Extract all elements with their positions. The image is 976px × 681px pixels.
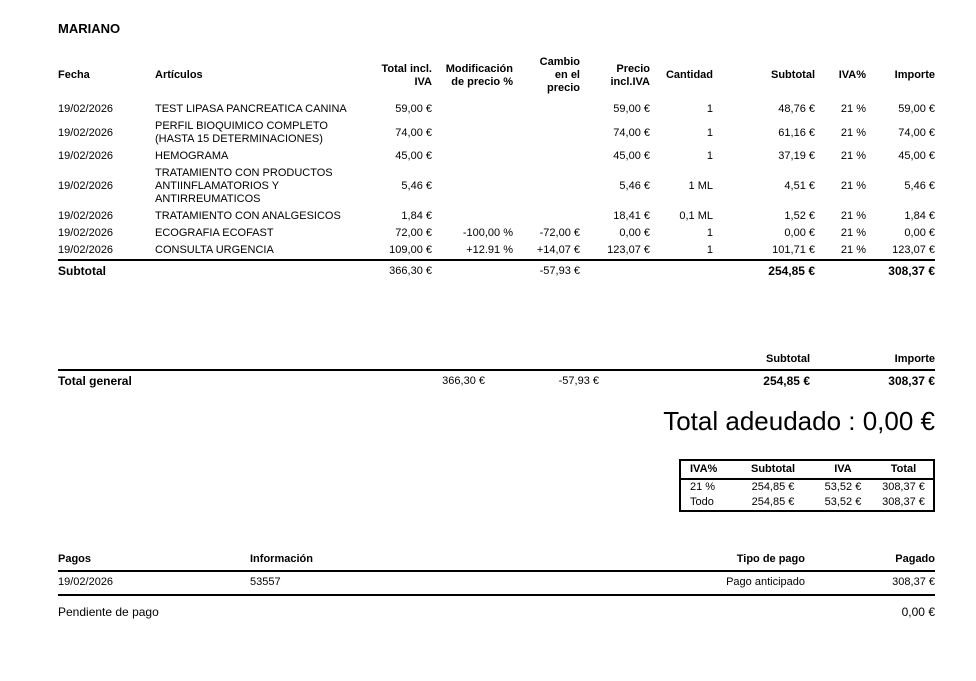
item-articulo: TRATAMIENTO CON PRODUCTOS ANTIINFLAMATORIOS Y ANTIRREUMATICOS bbox=[155, 167, 333, 205]
iva-row-iva: 53,52 € bbox=[824, 496, 862, 508]
item-total: 59,00 € bbox=[395, 103, 432, 115]
total-general-label: Total general bbox=[58, 374, 132, 388]
item-row bbox=[58, 242, 935, 260]
total-general-importe-header: Importe bbox=[810, 353, 935, 370]
item-modificacion: +12.91 % bbox=[466, 244, 513, 256]
payments-col-header-pagos: Pagos bbox=[58, 553, 250, 571]
iva-row-pct: Todo bbox=[690, 496, 714, 508]
payment-row bbox=[58, 571, 935, 595]
item-modificacion bbox=[432, 148, 513, 165]
item-articulo: HEMOGRAMA bbox=[155, 150, 229, 162]
item-precio: 45,00 € bbox=[613, 150, 650, 162]
item-modificacion: -100,00 % bbox=[462, 227, 513, 239]
item-articulo: CONSULTA URGENCIA bbox=[155, 244, 274, 256]
col-header-precio-incl-iva: Precio incl.IVA bbox=[610, 62, 650, 88]
iva-row-pct: 21 % bbox=[690, 481, 716, 493]
item-row bbox=[58, 165, 935, 208]
item-fecha: 19/02/2026 bbox=[58, 103, 114, 115]
payment-tipo: Pago anticipado bbox=[675, 571, 805, 595]
items-table bbox=[58, 56, 935, 281]
col-header-importe: Importe bbox=[894, 69, 935, 81]
iva-col-header-iva: IVA bbox=[812, 461, 874, 479]
total-general-total: 366,30 € bbox=[442, 375, 485, 387]
item-subtotal: 4,51 € bbox=[784, 180, 815, 192]
item-cantidad: 1 bbox=[706, 244, 713, 256]
items-subtotal-row bbox=[58, 260, 935, 281]
items-subtotal-subtotal: 254,85 € bbox=[713, 260, 815, 281]
item-iva: 21 % bbox=[840, 180, 866, 192]
total-general-subtotal-header: Subtotal bbox=[599, 353, 810, 370]
item-fecha: 19/02/2026 bbox=[58, 126, 114, 139]
total-general-cambio: -57,93 € bbox=[558, 375, 599, 387]
payments-table bbox=[58, 553, 935, 596]
item-importe: 59,00 € bbox=[898, 103, 935, 115]
item-row bbox=[58, 225, 935, 242]
payments-col-header-pagado: Pagado bbox=[805, 553, 935, 571]
item-total: 72,00 € bbox=[395, 227, 432, 239]
payments-col-header-tipo: Tipo de pago bbox=[675, 553, 805, 571]
payments-col-header-informacion: Información bbox=[250, 553, 675, 571]
item-precio: 59,00 € bbox=[613, 103, 650, 115]
item-cambio bbox=[513, 118, 580, 148]
item-iva: 21 % bbox=[840, 150, 866, 162]
item-cantidad: 1 bbox=[706, 150, 713, 162]
item-subtotal: 0,00 € bbox=[784, 227, 815, 239]
item-precio: 18,41 € bbox=[613, 210, 650, 222]
item-iva: 21 % bbox=[840, 210, 866, 222]
item-subtotal: 37,19 € bbox=[778, 150, 815, 162]
pending-payment-value: 0,00 € bbox=[901, 605, 935, 619]
item-total: 109,00 € bbox=[389, 244, 432, 256]
item-total: 74,00 € bbox=[395, 126, 432, 139]
item-total: 45,00 € bbox=[395, 150, 432, 162]
item-importe: 123,07 € bbox=[892, 244, 935, 256]
payment-informacion: 53557 bbox=[250, 571, 675, 595]
item-iva: 21 % bbox=[840, 227, 866, 239]
item-modificacion bbox=[432, 118, 513, 148]
item-cantidad: 1 bbox=[706, 126, 713, 139]
iva-row-subtotal: 254,85 € bbox=[751, 496, 795, 508]
total-general-table bbox=[58, 353, 935, 390]
col-header-cantidad: Cantidad bbox=[665, 69, 713, 81]
iva-row-total: 308,37 € bbox=[882, 496, 925, 508]
total-general-subtotal: 254,85 € bbox=[763, 374, 810, 388]
item-precio: 0,00 € bbox=[619, 227, 650, 239]
payment-pagado: 308,37 € bbox=[805, 571, 935, 595]
iva-summary-table bbox=[681, 461, 933, 510]
iva-summary-row bbox=[681, 495, 933, 510]
pending-payment-label: Pendiente de pago bbox=[58, 605, 159, 619]
item-row bbox=[58, 148, 935, 165]
item-iva: 21 % bbox=[840, 244, 866, 256]
item-articulo: ECOGRAFIA ECOFAST bbox=[155, 227, 274, 239]
item-fecha: 19/02/2026 bbox=[58, 150, 114, 162]
item-subtotal: 1,52 € bbox=[784, 210, 815, 222]
iva-col-header-iva-pct: IVA% bbox=[681, 461, 734, 479]
item-iva: 21 % bbox=[840, 126, 866, 139]
item-total: 5,46 € bbox=[401, 180, 432, 192]
item-cantidad: 1 bbox=[706, 227, 713, 239]
item-modificacion bbox=[432, 165, 513, 208]
item-fecha: 19/02/2026 bbox=[58, 244, 114, 256]
iva-row-subtotal: 254,85 € bbox=[751, 481, 795, 493]
items-subtotal-label: Subtotal bbox=[58, 260, 355, 281]
total-general-header-row bbox=[58, 353, 935, 370]
item-importe: 5,46 € bbox=[904, 180, 935, 192]
total-general-row bbox=[58, 370, 935, 390]
item-importe: 1,84 € bbox=[904, 210, 935, 222]
item-total: 1,84 € bbox=[401, 210, 432, 222]
items-subtotal-total: 366,30 € bbox=[355, 260, 432, 281]
iva-row-total: 308,37 € bbox=[882, 481, 925, 493]
total-due-text: Total adeudado : 0,00 € bbox=[663, 406, 935, 436]
item-articulo: PERFIL BIOQUIMICO COMPLETO (HASTA 15 DETERMINACIONES) bbox=[155, 120, 328, 145]
item-precio: 123,07 € bbox=[607, 244, 650, 256]
item-fecha: 19/02/2026 bbox=[58, 227, 114, 239]
item-cantidad: 0,1 ML bbox=[679, 210, 713, 222]
item-modificacion bbox=[432, 101, 513, 118]
item-subtotal: 101,71 € bbox=[772, 244, 815, 256]
items-subtotal-importe: 308,37 € bbox=[866, 260, 935, 281]
payments-header-row bbox=[58, 553, 935, 571]
item-cambio bbox=[513, 208, 580, 225]
payment-fecha: 19/02/2026 bbox=[58, 571, 250, 595]
item-cambio: +14,07 € bbox=[536, 244, 580, 256]
item-importe: 0,00 € bbox=[904, 227, 935, 239]
item-precio: 5,46 € bbox=[619, 180, 650, 192]
pending-payment-row bbox=[58, 596, 935, 619]
items-subtotal-cambio: -57,93 € bbox=[513, 260, 580, 281]
col-header-fecha: Fecha bbox=[58, 69, 90, 81]
iva-summary-box bbox=[679, 459, 935, 512]
item-subtotal: 61,16 € bbox=[778, 126, 815, 139]
client-name-title: MARIANO bbox=[58, 21, 121, 36]
items-header-row bbox=[58, 56, 935, 101]
item-cambio bbox=[513, 101, 580, 118]
item-row bbox=[58, 208, 935, 225]
iva-summary-header-row bbox=[681, 461, 933, 479]
item-cambio: -72,00 € bbox=[539, 227, 580, 239]
col-header-subtotal: Subtotal bbox=[771, 69, 815, 81]
item-row bbox=[58, 101, 935, 118]
item-cambio bbox=[513, 165, 580, 208]
iva-col-header-total: Total bbox=[874, 461, 933, 479]
item-cambio bbox=[513, 148, 580, 165]
col-header-iva-pct: IVA% bbox=[838, 69, 866, 81]
item-fecha: 19/02/2026 bbox=[58, 180, 114, 192]
col-header-total-incl-iva: Total incl. IVA bbox=[381, 62, 432, 88]
col-header-cambio-precio: Cambio en el precio bbox=[539, 56, 580, 94]
item-cantidad: 1 ML bbox=[688, 180, 713, 192]
item-articulo: TEST LIPASA PANCREATICA CANINA bbox=[155, 103, 347, 115]
item-importe: 74,00 € bbox=[898, 126, 935, 139]
item-row bbox=[58, 118, 935, 148]
iva-summary-row bbox=[681, 479, 933, 495]
col-header-articulos: Artículos bbox=[155, 69, 203, 81]
item-articulo: TRATAMIENTO CON ANALGESICOS bbox=[155, 210, 341, 222]
item-precio: 74,00 € bbox=[613, 126, 650, 139]
col-header-modificacion-precio: Modificación de precio % bbox=[445, 62, 513, 88]
iva-row-iva: 53,52 € bbox=[824, 481, 862, 493]
item-cantidad: 1 bbox=[706, 103, 713, 115]
item-iva: 21 % bbox=[840, 103, 866, 115]
item-fecha: 19/02/2026 bbox=[58, 210, 114, 222]
iva-col-header-subtotal: Subtotal bbox=[734, 461, 812, 479]
item-subtotal: 48,76 € bbox=[778, 103, 815, 115]
item-modificacion bbox=[432, 208, 513, 225]
total-general-importe: 308,37 € bbox=[888, 374, 935, 388]
item-importe: 45,00 € bbox=[898, 150, 935, 162]
